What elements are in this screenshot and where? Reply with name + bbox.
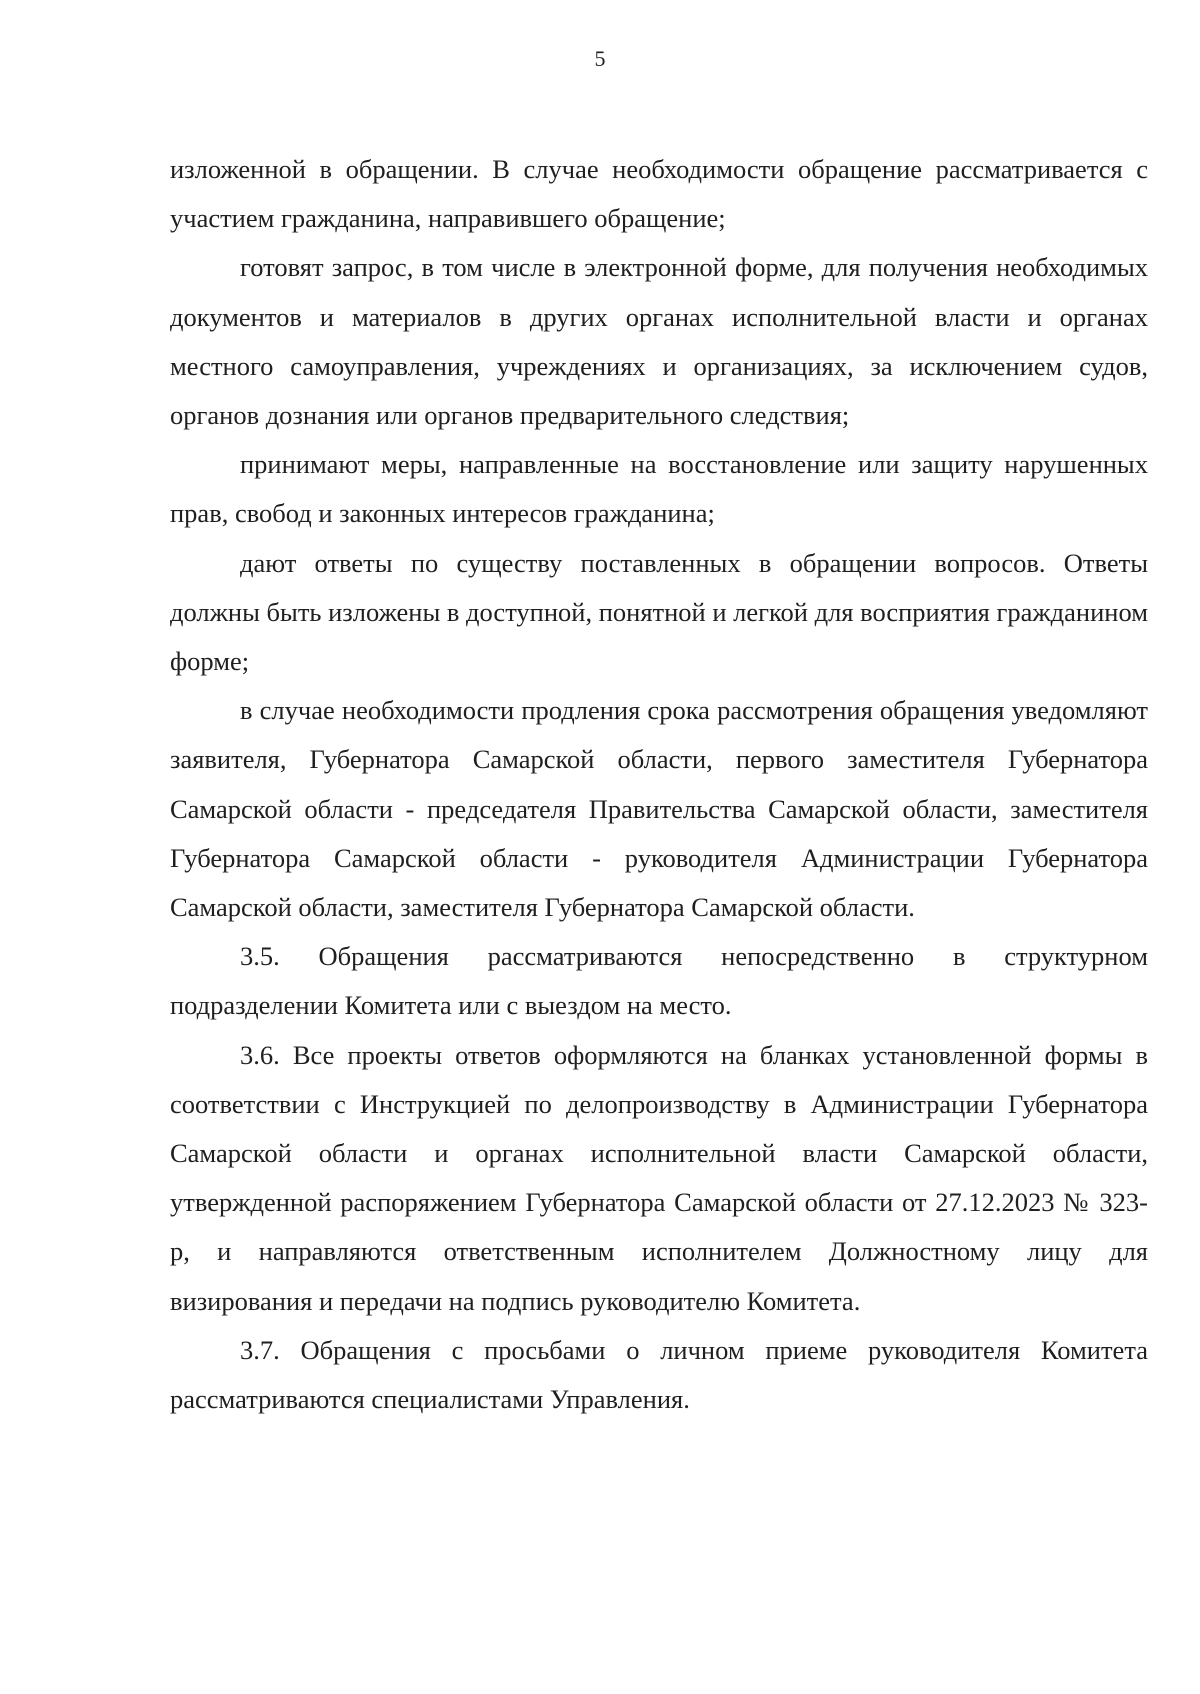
paragraph-extension-notice: в случае необходимости продления срока рассмотрения обращения уведомляют заявителя, Губернатора Самарской области, первого заместителя Губернатора Самарской области - председателя Правительства Самарской области, заместителя Губернатора Самарской области - руководителя Администрации Губернатора Самарской области, заместителя Губернатора Самарской области. bbox=[170, 695, 1148, 923]
paragraph-3-7: 3.7. Обращения с просьбами о личном приеме руководителя Комитета рассматриваются специалистами Управления. bbox=[170, 1334, 1148, 1415]
paragraph-give-answers: дают ответы по существу поставленных в обращении вопросов. Ответы должны быть изложены в доступной, понятной и легкой для восприятия гражданином форме; bbox=[170, 547, 1148, 677]
paragraph-3-5: 3.5. Обращения рассматриваются непосредственно в структурном подразделении Комитета или с выездом на место. bbox=[170, 941, 1148, 1021]
document-body bbox=[170, 145, 1148, 1424]
paragraph-take-measures: принимают меры, направленные на восстановление или защиту нарушенных прав, свобод и законных интересов гражданина; bbox=[170, 449, 1148, 529]
paragraph-prepare-request: готовят запрос, в том числе в электронной форме, для получения необходимых документов и материалов в других органах исполнительной власти и органах местного самоуправления, учреждениях и организациях, за исключением судов, органов дознания или органов предварительного следствия; bbox=[170, 252, 1148, 431]
page-number: 5 bbox=[594, 46, 606, 71]
paragraph-continuation: изложенной в обращении. В случае необходимости обращение рассматривается с участием гражданина, направившего обращение; bbox=[170, 154, 1148, 234]
paragraph-3-6: 3.6. Все проекты ответов оформляются на бланках установленной формы в соответствии с Инструкцией по делопроизводству в Администрации Губернатора Самарской области и органах исполнительной власти Самарской области, утвержденной распоряжением Губернатора Самарской области от 27.12.2023 № 323-р, и направляются ответственным исполнителем Должностному лицу для визирования и передачи на подпись руководителю Комитета. bbox=[170, 1039, 1148, 1316]
